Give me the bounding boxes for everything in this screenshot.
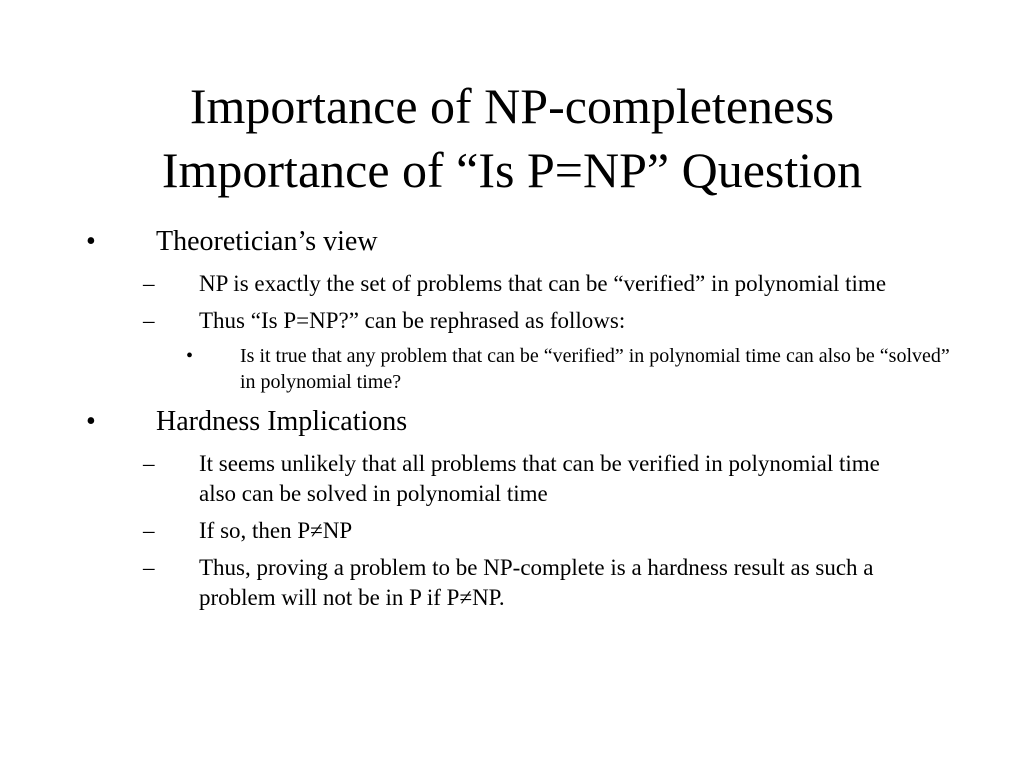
bullet-text: Hardness Implications: [156, 406, 408, 437]
sub-bullet-text: Thus, proving a problem to be NP-complete is a hardness result as such a problem will not be in P if P≠NP.: [199, 555, 874, 610]
sub-bullet-text: Thus “Is P=NP?” can be rephrased as follows:: [199, 308, 626, 333]
sub-bullet-rephrased: [0, 306, 1024, 336]
sub-bullet-p-neq-np: [0, 516, 1024, 546]
dash-marker: –: [143, 518, 155, 543]
sub-sub-bullet-text: Is it true that any problem that can be “verified” in polynomial time can also be “solved” in polynomial time?: [240, 345, 950, 393]
dash-marker: –: [143, 451, 155, 476]
sub-bullet-np-verified: [0, 269, 1024, 299]
bullet-marker: •: [86, 226, 96, 257]
title-line-2: Importance of “Is P=NP” Question: [161, 142, 863, 198]
dash-marker: –: [143, 271, 155, 296]
sub-bullet-text: It seems unlikely that all problems that can be verified in polynomial time also can be solved in polynomial time: [199, 451, 880, 506]
bullet-theoreticians-view: [0, 225, 1024, 259]
bullet-marker: •: [86, 406, 96, 437]
slide-title: [0, 74, 1024, 202]
slide-body: [0, 225, 1024, 620]
dash-marker: –: [143, 555, 155, 580]
sub-bullet-text: If so, then P≠NP: [199, 518, 353, 543]
bullet-marker: •: [186, 345, 194, 367]
sub-bullet-hardness-result: [0, 553, 1024, 613]
dash-marker: –: [143, 308, 155, 333]
bullet-hardness-implications: [0, 405, 1024, 439]
sub-bullet-text: NP is exactly the set of problems that can be “verified” in polynomial time: [199, 271, 887, 296]
sub-bullet-unlikely: [0, 449, 1024, 509]
bullet-text: Theoretician’s view: [156, 226, 378, 257]
title-line-1: Importance of NP-completeness: [189, 78, 835, 134]
sub-sub-bullet-question: [0, 343, 1024, 395]
